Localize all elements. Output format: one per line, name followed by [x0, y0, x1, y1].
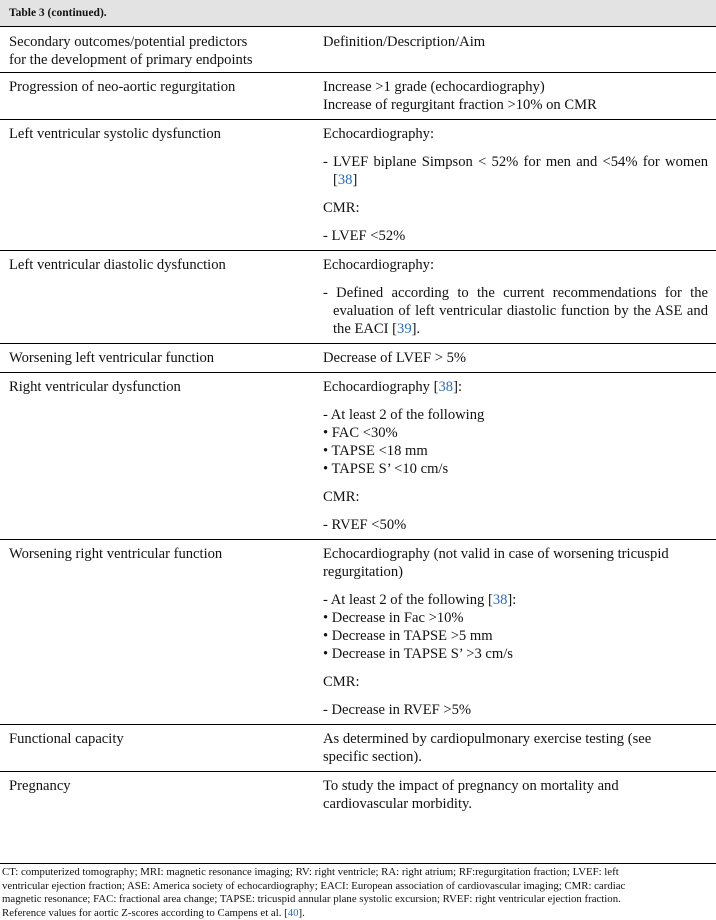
table-row [0, 251, 716, 344]
table-row [0, 373, 716, 540]
footnote-line: CT: computerized tomography; MRI: magnetic resonance imaging; RV: right ventricle; RA: right atrium; RF:regurgitation fraction; LVEF: left [2, 866, 619, 878]
header-col1-line2: for the development of primary endpoints [9, 52, 253, 68]
reference-link[interactable]: 38 [337, 172, 353, 188]
bullet-item: • Decrease in Fac >10% [323, 610, 464, 626]
table-row [0, 725, 716, 772]
row-definition: Decrease of LVEF > 5% [315, 344, 716, 373]
modality-heading: CMR: [323, 200, 360, 216]
footnote-text: Reference values for aortic Z-scores according to Campens et al. [ [2, 906, 288, 919]
definition-text: ]: [507, 592, 517, 608]
row-definition [315, 120, 716, 251]
row-label: Worsening right ventricular function [0, 540, 315, 725]
row-definition [315, 540, 716, 725]
heading-text: Echocardiography [ [323, 379, 439, 395]
table-footnote [0, 863, 716, 920]
header-col1-line1: Secondary outcomes/potential predictors [9, 34, 248, 50]
definition-text: - At least 2 of the following [ [323, 592, 493, 608]
definition-item: - LVEF <52% [323, 228, 406, 244]
bullet-item: • Decrease in TAPSE >5 mm [323, 628, 493, 644]
row-label: Pregnancy [0, 772, 315, 819]
reference-link[interactable]: 38 [492, 592, 508, 608]
modality-heading: Echocardiography (not valid in case of worsening tricuspid [323, 546, 669, 562]
outcomes-table [0, 27, 716, 818]
definition-item [323, 153, 708, 189]
definition-line: specific section). [323, 749, 422, 765]
footnote-text: ]. [298, 906, 305, 919]
table-row [0, 73, 716, 120]
footnote-line: ventricular ejection fraction; ASE: America society of echocardiography; EACI: European association of cardiovascular imaging; CMR: cardiac [2, 879, 626, 892]
row-label: Worsening left ventricular function [0, 344, 315, 373]
table-row [0, 120, 716, 251]
footnote-line: magnetic resonance; FAC: fractional area change; TAPSE: tricuspid annular plane systolic excursion; RVEF: right ventricular ejection fraction. [2, 893, 621, 906]
table-row [0, 540, 716, 725]
definition-item: - RVEF <50% [323, 517, 407, 533]
row-definition [315, 73, 716, 120]
definition-item: - At least 2 of the following [323, 407, 485, 423]
row-definition [315, 725, 716, 772]
modality-heading: CMR: [323, 674, 360, 690]
table-row [0, 772, 716, 819]
row-label: Functional capacity [0, 725, 315, 772]
row-definition [315, 772, 716, 819]
row-label: Left ventricular diastolic dysfunction [0, 251, 315, 344]
row-definition [315, 373, 716, 540]
reference-link[interactable]: 38 [438, 379, 454, 395]
table-row [0, 344, 716, 373]
definition-text: - LVEF biplane Simpson < 52% for men and <54% for women [ [323, 154, 708, 188]
row-label: Progression of neo-aortic regurgitation [0, 73, 315, 120]
row-label: Left ventricular systolic dysfunction [0, 120, 315, 251]
definition-text: ] [352, 172, 358, 188]
reference-link[interactable]: 40 [287, 906, 299, 919]
bullet-item: • TAPSE <18 mm [323, 443, 428, 459]
definition-item: - Decrease in RVEF >5% [323, 702, 472, 718]
definition-text: ]. [411, 321, 421, 337]
bullet-item: • Decrease in TAPSE S’ >3 cm/s [323, 646, 513, 662]
header-col1 [0, 27, 315, 73]
definition-item [323, 591, 708, 609]
definition-line: Increase of regurgitant fraction >10% on CMR [323, 97, 597, 113]
header-col2: Definition/Description/Aim [323, 34, 486, 50]
modality-heading: Echocardiography: [323, 126, 435, 142]
table-caption [0, 0, 716, 27]
table-header-row [0, 27, 716, 73]
definition-text: - Defined according to the current recommendations for the evaluation of left ventricular diastolic function by the ASE and the EACI [ [323, 285, 708, 337]
modality-heading: CMR: [323, 489, 360, 505]
modality-heading: regurgitation) [323, 564, 403, 580]
modality-heading: Echocardiography: [323, 257, 435, 273]
bullet-item: • FAC <30% [323, 425, 398, 441]
definition-line: Increase >1 grade (echocardiography) [323, 79, 545, 95]
table-caption-text: Table 3 (continued). [9, 7, 107, 19]
modality-heading [323, 378, 708, 396]
definition-item [323, 284, 708, 338]
row-label: Right ventricular dysfunction [0, 373, 315, 540]
heading-text: ]: [453, 379, 462, 395]
definition-line: To study the impact of pregnancy on mortality and [323, 778, 619, 794]
row-definition [315, 251, 716, 344]
definition-line: cardiovascular morbidity. [323, 796, 472, 812]
footnote-line [2, 907, 714, 920]
reference-link[interactable]: 39 [397, 321, 412, 337]
definition-line: As determined by cardiopulmonary exercise testing (see [323, 731, 652, 747]
bullet-item: • TAPSE S’ <10 cm/s [323, 461, 449, 477]
